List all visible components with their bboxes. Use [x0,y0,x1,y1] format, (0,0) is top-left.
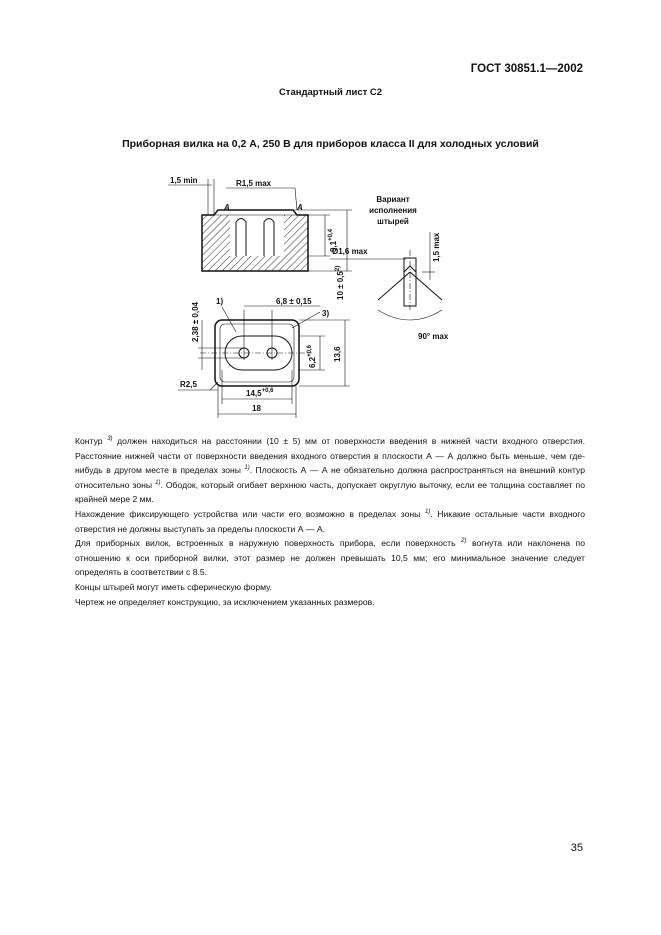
dim-13-6: 13,6 [333,346,342,362]
dim-r1-5-max: R1,5 max [236,179,272,188]
paragraph-1: Контур $^{3)}$ должен находиться на расстоянии (10 ± 5) мм от поверхности введения в нижней части входного отверстия. Расстояние нижней части от поверхности введения входного отверстия в плоскости А — А должно быть меньше, чем где-нибудь в другом месте в пределах зоны $^{1)}$. Плоскость А — А не обязательно должна распространяться на внешний контур относительно зоны $^{1)}$. Ободок, который огибает верхнюю часть, допускает округлую выточку, если ее толщина составляет по крайней мере 2 мм. [75,436,586,505]
technical-drawing [160,170,460,420]
label-a-left: A [224,203,230,212]
dim-1-5-min: 1,5 min [170,176,198,185]
page-number: 35 [570,842,583,854]
dim-r2-5: R2,5 [180,380,197,389]
paragraph-3: Для приборных вилок, встроенных в наружную поверхность прибора, если поверхность $^{2)}$ вогнута или наклонена по отношению к оси приборной вилки, этот размер не должен превышать 10,5 мм; его минимальное значение следует определять в соответствии с 8.5. [75,538,585,578]
label-a-right: A [297,203,303,212]
paragraph-4: Концы штырей могут иметь сферическую форму. [75,581,272,592]
dim-d1-6-max: Ø1,6 max [332,247,368,256]
dim-18: 18 [252,404,261,413]
sheet-label: Стандартный лист С2 [278,87,383,98]
note-3: 3) [322,309,330,318]
pin-variant-view [330,195,449,341]
variant-line-1: Вариант [376,195,410,204]
body-text [75,434,585,609]
dim-2-38: 2,38 ± 0,04 [191,302,200,342]
paragraph-5: Чертеж не определяет конструкцию, за исключением указанных размеров. [75,596,375,607]
plan-view [178,297,350,418]
standard-number: ГОСТ 30851.1—2002 [470,63,583,75]
page-title: Приборная вилка на 0,2 А, 250 В для приборов класса II для холодных условий [122,138,539,150]
note-1: 1) [216,297,224,306]
dim-9-1: $9,1^{+0,4}$ [328,229,338,252]
dim-14-5: $14,5^{+0,6}$ [246,388,274,398]
dim-1-5-max: 1,5 max [432,232,441,262]
section-view [168,176,352,300]
dim-10: $10 \pm 0,5^{2)}$ [335,265,345,300]
dim-6-8: 6,8 ± 0,15 [276,297,312,306]
paragraph-2: Нахождение фиксирующего устройства или части его возможно в пределах зоны $^{1)}$. Никакие остальные части входного отверстия не должны выступать за пределы плоскости А — А. [75,508,586,534]
variant-line-2: исполнения [369,206,417,215]
dim-90-max: 90° max [418,332,449,341]
variant-line-3: штырей [377,217,409,226]
dim-6-2: $6,2^{+0,6}$ [307,345,317,368]
